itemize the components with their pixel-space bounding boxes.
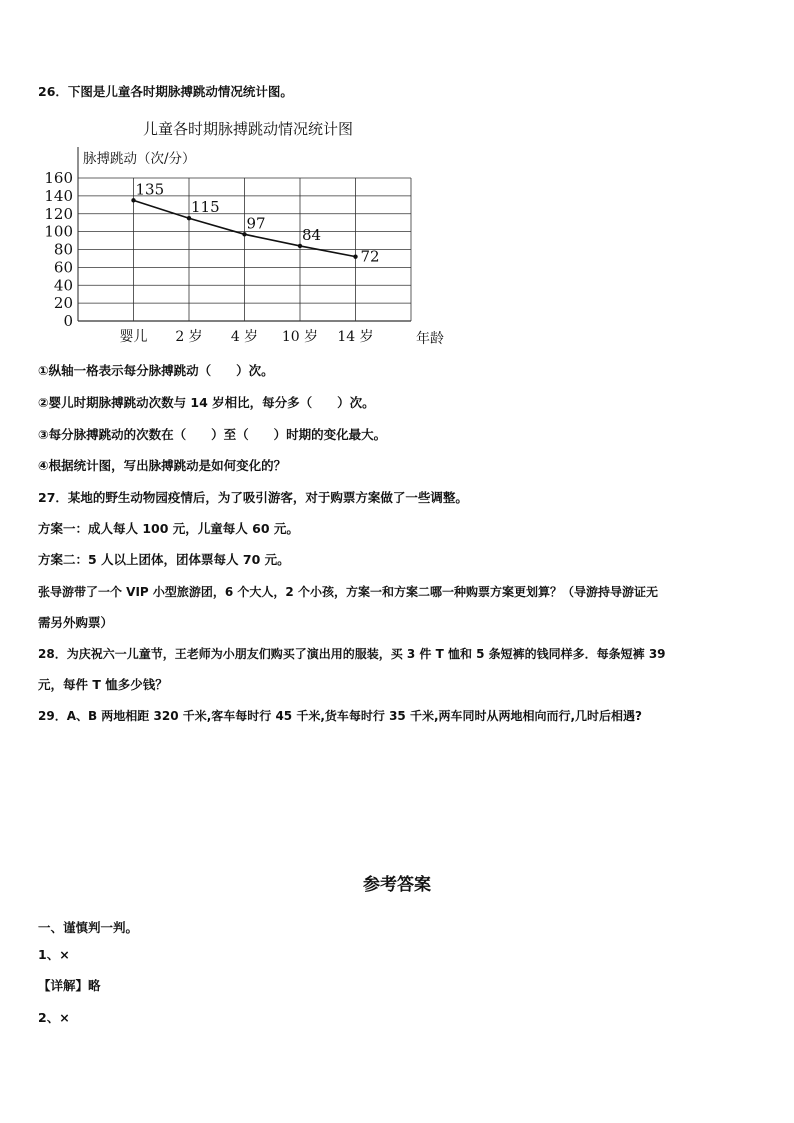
chart-title: 儿童各时期脉搏跳动情况统计图 xyxy=(142,120,354,138)
data-point xyxy=(242,232,246,236)
pulse-chart xyxy=(38,112,468,352)
chart-ylabel: 脉搏跳动（次/分） xyxy=(83,151,196,167)
y-tick-label: 120 xyxy=(44,204,73,223)
q27-line2: 方案一：成人每人 100 元，儿童每人 60 元。 xyxy=(38,521,299,536)
q29-line1: 29．A、B 两地相距 320 千米,客车每时行 45 千米,货车每时行 35 千米,两车同时从两地相向而行,几时后相遇? xyxy=(38,709,643,723)
q26-sub3: ③每分脉搏跳动的次数在（ ）至（ ）时期的变化最大。 xyxy=(38,427,387,442)
data-point xyxy=(131,198,135,202)
answers-section1: 一、谨慎判一判。 xyxy=(38,920,139,935)
data-point xyxy=(353,254,357,258)
answer-2: 2、× xyxy=(38,1010,70,1025)
q26-title: 26．下图是儿童各时期脉搏跳动情况统计图。 xyxy=(38,84,293,99)
data-label: 115 xyxy=(191,198,220,217)
data-point xyxy=(187,216,191,220)
q27-line3: 方案二：5 人以上团体，团体票每人 70 元。 xyxy=(38,552,290,567)
y-tick-label: 20 xyxy=(53,294,73,313)
q26-sub1: ①纵轴一格表示每分脉搏跳动（ ）次。 xyxy=(38,363,274,378)
y-tick-label: 80 xyxy=(53,240,73,259)
data-label: 135 xyxy=(135,180,165,199)
q28-line1: 28．为庆祝六一儿童节，王老师为小朋友们购买了演出用的服装，买 3 件 T 恤和 5 条短裤的钱同样多．每条短裤 39 xyxy=(38,647,666,661)
data-label: 97 xyxy=(246,214,266,233)
answers-title: 参考答案 xyxy=(363,875,431,895)
y-tick-label: 40 xyxy=(53,276,73,295)
data-label: 84 xyxy=(302,225,322,244)
q27-line5: 需另外购票） xyxy=(38,615,114,630)
y-tick-label: 100 xyxy=(44,222,73,241)
x-tick-label: 14 岁 xyxy=(337,329,374,345)
y-tick-label: 140 xyxy=(44,186,73,205)
x-tick-label: 2 岁 xyxy=(175,329,203,345)
chart-xlabel: 年龄 xyxy=(416,331,444,347)
y-tick-label: 60 xyxy=(53,258,73,277)
x-tick-label: 婴儿 xyxy=(119,329,148,345)
q26-sub2: ②婴儿时期脉搏跳动次数与 14 岁相比，每分多（ ）次。 xyxy=(38,395,375,410)
q26-sub4: ④根据统计图，写出脉搏跳动是如何变化的？ xyxy=(38,458,287,473)
answer-1-detail: 【详解】略 xyxy=(38,978,101,993)
q27-line4: 张导游带了一个 VIP 小型旅游团，6 个大人，2 个小孩，方案一和方案二哪一种购票方案更划算？（导游持导游证无 xyxy=(38,585,658,599)
data-label: 72 xyxy=(360,247,380,266)
q28-line2: 元，每件 T 恤多少钱？ xyxy=(38,677,168,692)
answer-1: 1、× xyxy=(38,947,70,962)
data-point xyxy=(298,244,302,248)
y-tick-label: 160 xyxy=(44,169,73,187)
pulse-chart-svg xyxy=(38,112,468,352)
x-tick-label: 4 岁 xyxy=(230,329,259,345)
q27-line1: 27．某地的野生动物园疫情后，为了吸引游客，对于购票方案做了一些调整。 xyxy=(38,490,468,505)
x-tick-label: 10 岁 xyxy=(281,329,319,345)
y-tick-label: 0 xyxy=(63,312,73,330)
